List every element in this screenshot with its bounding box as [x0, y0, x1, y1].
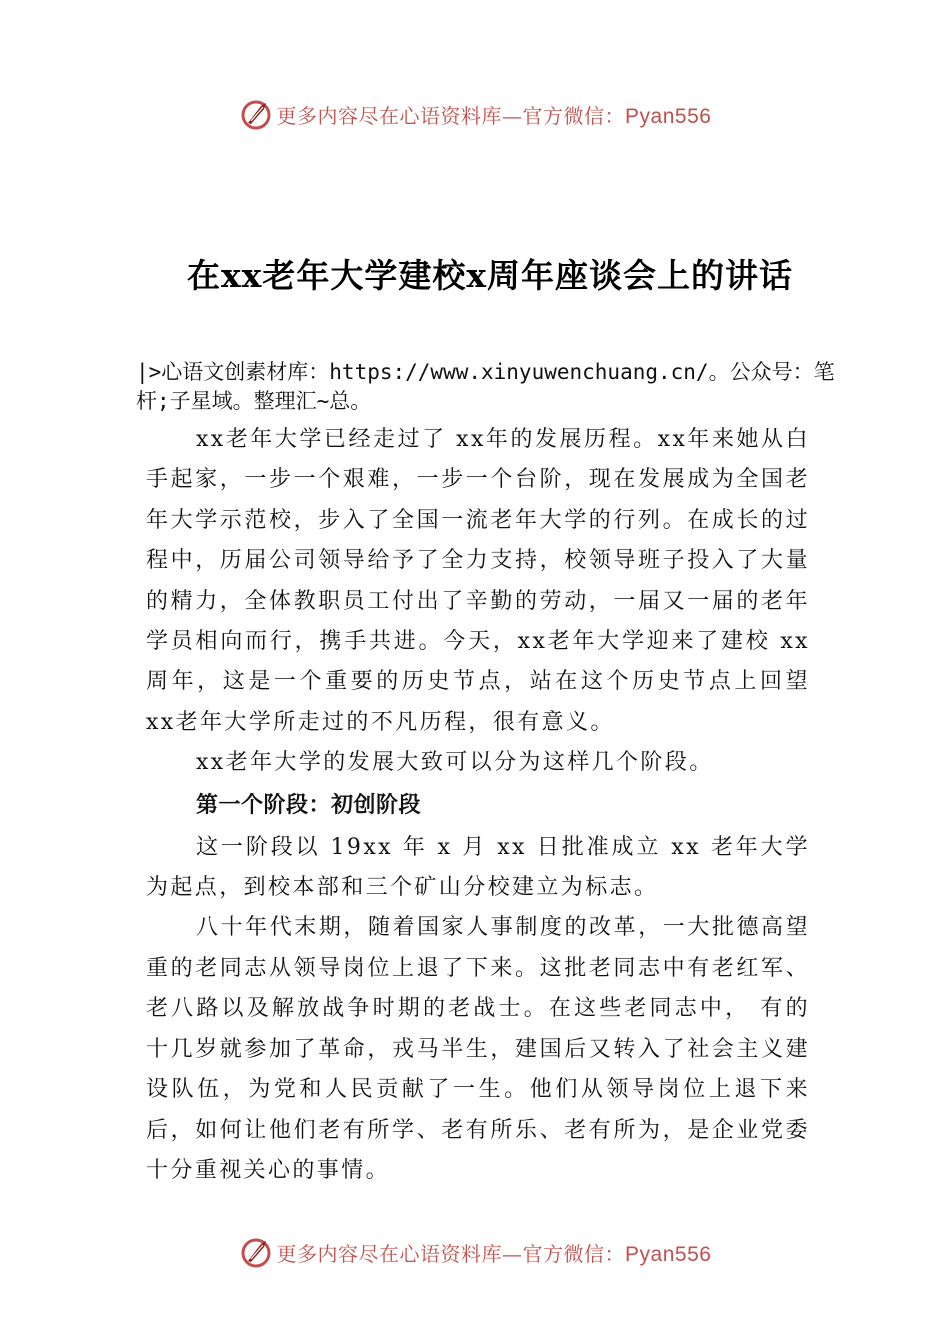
paragraph-intro: xx老年大学已经走过了 xx年的发展历程。xx年来她从白手起家，一步一个艰难，一步一个台阶，现在发展成为全国老年大学示范校，步入了全国一流老年大学的行列。在成长的过程中，历届公司领导给予了全力支持，校领导班子投入了大量的精力，全体教职员工付出了辛勤的劳动，一届又一届的老年学员相向而行，携手共进。今天，xx老年大学迎来了建校 xx 周年，这是一个重要的历史节点，站在这个历史节点上回望 xx老年大学所走过的不凡历程，很有意义。 — [146, 427, 810, 735]
header-wechat-id: Pyan556 — [625, 104, 712, 128]
footer-banner-text — [277, 1238, 712, 1267]
paragraph-stages: xx老年大学的发展大致可以分为这样几个阶段。 — [196, 750, 714, 776]
header-banner — [0, 94, 950, 134]
header-banner-text — [277, 100, 712, 129]
paragraph-eighties: 八十年代末期，随着国家人事制度的改革，一大批德高望重的老同志从领导岗位上退了下来。这批老同志中有老红军、老八路以及解放战争时期的老战士。在这些老同志中， 有的十几岁就参加了革命，戎马半生，建国后又转入了社会主义建设队伍，为党和人民贡献了一生。他们从领导岗位上退下来后，如何让他们老有所学、老有所乐、老有所为，是企业党委十分重视关心的事情。 — [146, 915, 810, 1183]
quill-logo-icon — [239, 1235, 273, 1269]
quill-logo-icon — [239, 97, 273, 131]
footer-banner — [0, 1232, 950, 1272]
section-heading: 第一个阶段：初创阶段 — [196, 792, 422, 818]
source-note: |>心语文创素材库：https://www.xinyuwenchuang.cn/。公众号：笔杆;子星域。整理汇~总。 — [136, 360, 835, 413]
header-banner-label: 更多内容尽在心语资料库—官方微信： — [276, 103, 626, 128]
footer-banner-label: 更多内容尽在心语资料库—官方微信： — [276, 1241, 626, 1266]
paragraph-stage-one: 这一阶段以 19xx 年 x 月 xx 日批准成立 xx 老年大学为起点，到校本部和三个矿山分校建立为标志。 — [146, 834, 810, 901]
document-title: 在xx老年大学建校x周年座谈会上的讲话 — [186, 256, 794, 295]
footer-wechat-id: Pyan556 — [625, 1242, 712, 1266]
document-body — [146, 420, 810, 1191]
